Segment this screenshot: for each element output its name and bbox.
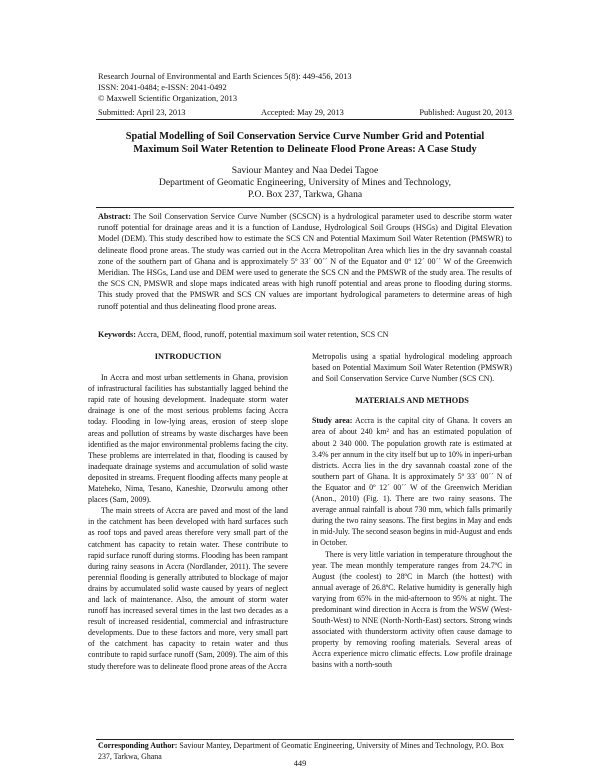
- journal-citation: Research Journal of Environmental and Earth Sciences 5(8): 449-456, 2013: [98, 72, 352, 81]
- affiliation-line-1: Department of Geomatic Engineering, University of Mines and Technology,: [158, 177, 452, 188]
- methods-heading: MATERIALS AND METHODS: [355, 396, 469, 406]
- keywords-text: Accra, DEM, flood, runoff, potential maximum soil water retention, SCS CN: [137, 330, 389, 339]
- study-area-paragraph: [312, 415, 512, 548]
- left-column: [88, 351, 288, 672]
- intro-continuation: Metropolis using a spatial hydrological modeling approach based on Potential Maximum Soil Water Retention (PMSWR) and Soil Conservation Service Curve Number (SCS CN).: [312, 352, 512, 384]
- corresponding-author-text: Saviour Mantey, Department of Geomatic Engineering, University of Mines and Technology, P.O. Box 237, Tarkwa, Ghana: [98, 741, 504, 761]
- page-number: 449: [293, 759, 307, 768]
- keywords: [98, 329, 512, 340]
- abstract-text: The Soil Conservation Service Curve Number (SCSCN) is a hydrological parameter used to describe storm water runoff potential for drainage areas and it is a function of Landuse, Hydrological Soil Groups (HSGs) and Digital Elevation Model (DEM). This study described how to estimate the SCS CN and Potential Maximum Soil Water Retention (PMSWR) to delineate flood prone areas. The study was carried out in the Accra Metropolitan Area which lies in the dry savannah coastal zone of the southern part of Ghana and is approximately 5º 33´ 00´´ N of the Equator and 0º 12´ 00´´ W of the Greenwich Meridian. The HSGs, Land use and DEM were used to generate the SCS CN and the PMSWR of the study area. The results of the SCS CN, PMSWR and slope maps indicated areas with high runoff potential and areas prone to flooding during storms. This study proved that the PMSWR and SCS CN values are important hydrological parameters to determine areas of high runoff potential and thus delineating flood prone areas.: [98, 212, 513, 311]
- title-line-2: Maximum Soil Water Retention to Delineate Flood Prone Areas: A Case Study: [133, 144, 477, 155]
- title-line-1: Spatial Modelling of Soil Conservation Service Curve Number Grid and Potential: [125, 131, 485, 142]
- author-names: Saviour Mantey and Naa Dedei Tagoe: [231, 165, 379, 176]
- journal-issn: ISSN: 2041-0484; e-ISSN: 2041-0492: [98, 83, 227, 92]
- right-column: [312, 351, 512, 671]
- accepted-date: Accepted: May 29, 2013: [261, 108, 344, 117]
- journal-copyright: © Maxwell Scientific Organization, 2013: [98, 94, 238, 103]
- keywords-label: Keywords:: [98, 330, 136, 339]
- submitted-date: Submitted: April 23, 2013: [98, 108, 186, 117]
- abstract: [98, 211, 512, 312]
- footer-divider: [96, 739, 514, 740]
- intro-paragraph-2: The main streets of Accra are paved and most of the land in the catchment has been developed with hard surfaces such as roof tops and paved areas therefore very small part of the catchment has capacity to retain water. These contribute to rapid surface runoff during storms. Flooding has been rampant during rainy seasons in Accra (Nordlander, 2011). The severe perennial flooding is generally attributed to blockage of major drains by accumulated solid waste caused by years of neglect and lack of maintenance. Also, the amount of storm water runoff has increased several times in the last two decades as a result of increased residential, commercial and infrastructure developments. Due to these factors and more, very small part of the catchment has capacity to retain water and thus contribute to rapid surface runoff (Sam, 2009). The aim of this study therefore was to delineate flood prone areas of the Accra: [88, 506, 288, 671]
- published-date: Published: August 20, 2013: [419, 108, 512, 117]
- abstract-label: Abstract:: [98, 212, 131, 221]
- authors-block: [96, 165, 514, 201]
- corresponding-author-label: Corresponding Author:: [98, 741, 178, 750]
- paper-title: [96, 130, 514, 156]
- introduction-heading: INTRODUCTION: [154, 352, 222, 361]
- abstract-top-divider: [96, 207, 514, 208]
- dates-row: [98, 108, 512, 117]
- header-divider: [96, 119, 514, 120]
- intro-paragraph-1: In Accra and most urban settlements in Ghana, provision of infrastructural facilities has substantially lagged behind the rapid rate of housing development. Inadequate storm water drainage is one of the most serious problems facing Accra today. Flooding in low-lying areas, erosion of steep slope areas and pollution of streams by waste discharges have been identified as the major environmental problems facing the city. These problems are interrelated in that, flooding is caused by inadequate drainage systems and accumulation of solid waste deposited in streams. Frequent flooding affects many people at Mateheko, Nima, Tesano, Kaneshie, Dzorwulu among other places (Sam, 2009).: [88, 373, 288, 505]
- study-area-label: Study area:: [312, 416, 353, 426]
- study-area-text: Accra is the capital city of Ghana. It covers an area of about 240 km² and has an estimated population of about 2 340 000. The population growth rate is estimated at 3.4% per annum in the city itself but up to 10% in inperi-urban districts. Accra lies in the dry savannah coastal zone of the southern part of Ghana. It is approximately 5º 33´ 00´´ N of the Equator and 0º 12´ 00´´ W of the Greenwich Meridian (Anon., 2010) (Fig. 1). There are two rainy seasons. The average annual rainfall is about 730 mm, which falls primarily during the two rainy seasons. The first begins in May and ends in mid-July. The second season begins in mid-August and ends in October.: [312, 416, 512, 548]
- affiliation-line-2: P.O. Box 237, Tarkwa, Ghana: [247, 189, 363, 200]
- climate-paragraph: There is very little variation in temperature throughout the year. The mean monthly temperature ranges from 24.7ºC in August (the coolest) to 28ºC in March (the hottest) with annual average of 26.8ºC. Relative humidity is generally high varying from 65% in the mid-afternoon to 95% at night. The predominant wind direction in Accra is from the WSW (West-South-West) to NNE (North-North-East) sectors. Strong winds associated with thunderstorm activity often cause damage to property by removing roofing materials. Several areas of Accra experience micro climatic effects. Low profile drainage basins with a north-south: [312, 549, 512, 670]
